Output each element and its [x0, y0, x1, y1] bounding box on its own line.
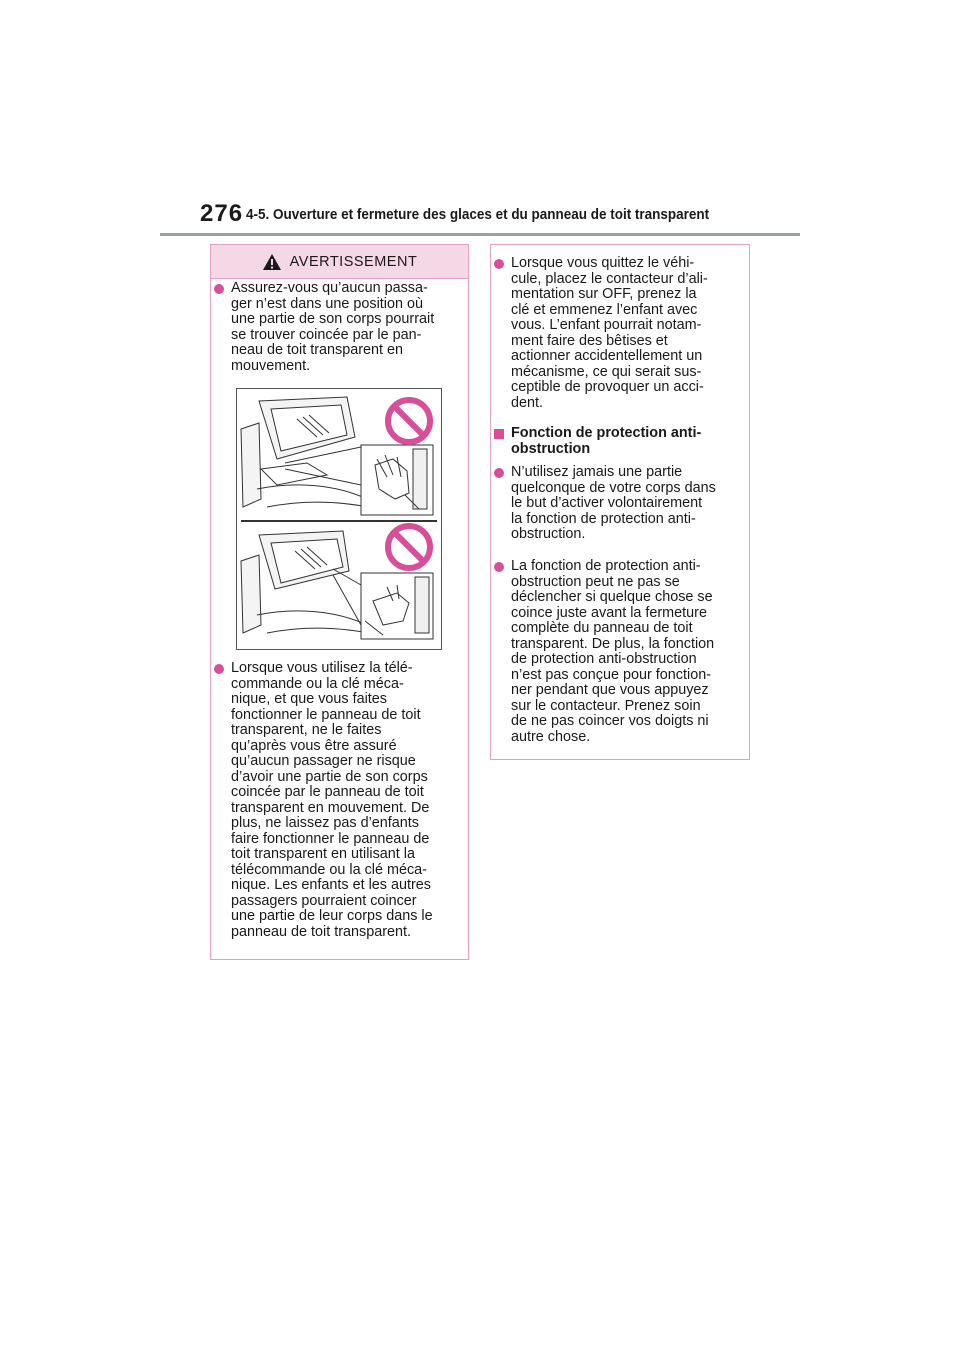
- sunroof-drawing: [237, 389, 441, 649]
- warning-title: AVERTISSEMENT: [289, 253, 418, 270]
- bullet-icon: [494, 468, 504, 478]
- page-number: 276: [200, 200, 244, 227]
- warning-header: [211, 245, 468, 279]
- sunroof-warning-illustration: [236, 388, 442, 650]
- warning-bullet-text: Lorsque vous utilisez la télé- commande ou la clé méca- nique, et que vous faites fonctionner le panneau de toit transparent, ne le faites qu’après vous être assuré qu’aucun passager ne risque d’avoir une partie de son corps coincée par le panneau de toit transparent en mouvement. De plus, ne laissez pas d’enfants faire fonctionner le panneau de toit transparent en utilisant la télécommande ou la clé méca- nique. Les enfants et les autres passagers pourraient coincer une partie de leur corps dans le panneau de toit transparent.: [231, 660, 433, 940]
- section-title: 4-5. Ouverture et fermeture des glaces et du panneau de toit transparent: [246, 207, 710, 223]
- prohibition-icon: [388, 400, 430, 442]
- bullet-icon: [214, 284, 224, 294]
- page-header: [0, 0, 960, 240]
- warning-bullet-text: Assurez-vous qu’aucun passa- ger n’est dans une position où une partie de son corps pourrait se trouver coincée par le pan- neau de toit transparent en mouvement.: [231, 280, 435, 374]
- warning-bullet: [214, 661, 466, 940]
- header-divider: [160, 233, 800, 236]
- warning-triangle-icon: [262, 253, 282, 271]
- bullet-icon: [214, 664, 224, 674]
- warning-bullet: [214, 281, 466, 374]
- subheading-text: Fonction de protection anti- obstruction: [511, 425, 702, 457]
- bullet-icon: [494, 562, 504, 572]
- prohibition-icon: [388, 526, 430, 568]
- warning-bullet: [494, 559, 746, 745]
- warning-bullet: [494, 465, 746, 543]
- warning-bullet: [494, 256, 746, 411]
- warning-bullet-text: Lorsque vous quittez le véhi- cule, placez le contacteur d’ali- mentation sur OFF, prenez la clé et emmenez l’enfant avec vous. L’enfant pourrait notam- ment faire des bêtises et actionner accidentellement un mécanisme, ce qui serait sus- ceptible de provoquer un acci- dent.: [511, 255, 708, 411]
- subheading: [494, 426, 746, 457]
- bullet-icon: [494, 259, 504, 269]
- square-bullet-icon: [494, 429, 504, 439]
- warning-bullet-text: N’utilisez jamais une partie quelconque de votre corps dans le but d’activer volontairement la fonction de protection anti- obstruction.: [511, 464, 716, 542]
- warning-bullet-text: La fonction de protection anti- obstruction peut ne pas se déclencher si quelque chose se coince juste avant la fermeture complète du panneau de toit transparent. De plus, la fonction de protection anti-obstruction n’est pas conçue pour fonction- ner pendant que vous appuyez sur le contacteur. Prenez soin de ne pas coincer vos doigts ni autre chose.: [511, 558, 715, 745]
